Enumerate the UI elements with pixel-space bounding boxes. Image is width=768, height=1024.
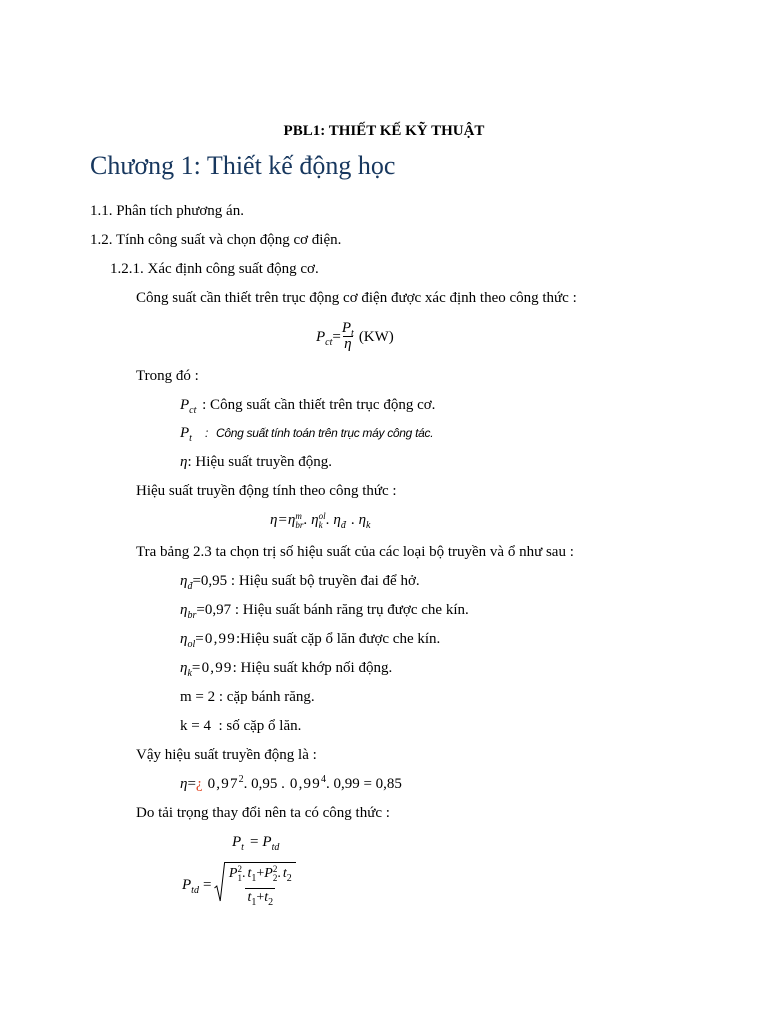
exponent: 4 <box>320 774 326 785</box>
power-symbol: P <box>264 866 273 881</box>
subscript: td <box>191 884 199 896</box>
placeholder-mark: ¿ <box>195 776 203 792</box>
exponent-subscript-stack <box>237 865 242 883</box>
power-intro-text: Công suất cần thiết trên trục động cơ điện được xác định theo công thức : <box>136 290 577 306</box>
eta-symbol: η <box>344 336 352 352</box>
header-text: PBL1: THIẾT KẾ KỸ THUẬT <box>283 123 485 139</box>
efficiency-description: : Hiệu suất bộ truyền đai để hở. <box>227 573 420 589</box>
subscript: ct <box>189 405 197 416</box>
section-1-2-1 <box>110 259 319 279</box>
power-symbol: P <box>180 425 190 441</box>
definition-pct <box>180 395 435 415</box>
subscript: ol <box>187 639 196 650</box>
radicand <box>225 862 296 907</box>
subscript: 1 <box>237 873 242 883</box>
subscript: ct <box>325 336 333 348</box>
section-1-1-text: 1.1. Phân tích phương án. <box>90 203 244 219</box>
efficiency-value: =0,99 <box>191 660 233 676</box>
dot-operator: . <box>325 512 330 528</box>
eta-symbol: η <box>180 631 188 647</box>
dot-operator: . <box>277 866 281 881</box>
time-symbol: t <box>247 890 252 905</box>
subscript: 2 <box>272 873 278 883</box>
fraction <box>341 321 355 352</box>
efficiency-value: =0,95 <box>192 573 228 589</box>
denominator <box>245 888 275 907</box>
efficiency-description: : Hiệu suất bánh răng trụ được che kín. <box>231 602 469 618</box>
exponent: ol <box>318 511 326 521</box>
bearing-pairs-text: k = 4 : số cặp ổ lăn. <box>180 718 302 734</box>
chapter-title <box>90 150 395 182</box>
subscript: br <box>187 610 197 621</box>
subscript: t <box>189 433 192 444</box>
power-symbol: P <box>182 876 192 893</box>
radical-sign-icon <box>214 862 225 902</box>
dot-operator: . <box>350 512 355 528</box>
subscript: 1 <box>251 897 257 908</box>
efficiency-intro <box>136 481 397 501</box>
formula-middle: . 0,95 . <box>243 776 285 792</box>
equals-sign: = <box>187 776 196 792</box>
definition-text: : Hiệu suất truyền động. <box>187 454 333 470</box>
efficiency-value-belt <box>180 571 420 591</box>
definition-eta <box>180 452 332 472</box>
subscript: td <box>271 842 280 853</box>
where-label-text: Trong đó : <box>136 368 199 384</box>
where-label <box>136 366 199 386</box>
numerator <box>341 320 355 339</box>
square-root <box>214 862 295 907</box>
subscript: đ <box>340 520 346 531</box>
power-symbol: P <box>232 834 242 850</box>
fraction <box>227 865 294 907</box>
dot-operator: . <box>241 866 246 881</box>
subscript: t <box>351 328 354 339</box>
result-intro <box>136 745 317 765</box>
exponent: 2 <box>238 774 244 785</box>
subscript: 1 <box>251 873 257 884</box>
exponent-subscript-stack <box>273 865 278 883</box>
gear-pairs-line <box>180 687 315 707</box>
definition-colon: : <box>204 426 208 440</box>
exponent-subscript-stack <box>319 512 326 530</box>
gear-pairs-text: m = 2 : cặp bánh răng. <box>180 689 315 705</box>
efficiency-value: =0,97 <box>196 602 232 618</box>
formula-result: . 0,99 = 0,85 <box>325 776 402 792</box>
equals-sign: = <box>332 328 341 345</box>
eta-symbol: η <box>180 454 188 470</box>
definition-text: : Công suất cần thiết trên trục động cơ. <box>198 397 436 413</box>
subscript: 2 <box>286 873 292 884</box>
bearing-efficiency-value: 0,99 <box>289 776 321 792</box>
power-intro <box>136 288 577 308</box>
eta-symbol: η <box>270 512 278 528</box>
eta-symbol: η <box>358 512 367 528</box>
numerator <box>227 865 294 888</box>
table-intro <box>136 542 574 562</box>
subscript: k <box>187 668 192 679</box>
equals-sign: = <box>202 876 212 893</box>
pt-formula <box>232 832 279 852</box>
ptd-formula <box>182 862 296 907</box>
power-formula <box>316 321 394 352</box>
definition-text: Công suất tính toán trên trục máy công tác. <box>216 426 434 440</box>
power-symbol: P <box>341 320 352 336</box>
subscript: 2 <box>268 897 274 908</box>
power-symbol: P <box>316 328 326 345</box>
plus-sign: + <box>256 866 265 881</box>
document-header <box>0 121 768 141</box>
section-1-2-1-text: 1.2.1. Xác định công suất động cơ. <box>110 261 319 277</box>
ptd-lhs <box>182 875 199 895</box>
exponent: 2 <box>237 864 242 874</box>
subscript: đ <box>187 581 193 592</box>
dot-operator: . <box>303 512 308 528</box>
exponent: 2 <box>272 864 278 874</box>
eta-symbol: η <box>180 573 188 589</box>
power-symbol: P <box>262 834 272 850</box>
efficiency-description: :Hiệu suất cặp ổ lăn được che kín. <box>235 631 441 647</box>
equals-sign: = <box>278 512 287 528</box>
efficiency-formula <box>270 510 370 535</box>
eta-symbol: η <box>180 602 188 618</box>
exponent-subscript-stack <box>295 512 303 530</box>
unit-label: (KW) <box>358 328 394 345</box>
efficiency-intro-text: Hiệu suất truyền động tính theo công thức : <box>136 483 397 499</box>
bearing-pairs-line <box>180 716 301 736</box>
subscript: k <box>318 520 323 530</box>
eta-symbol: η <box>180 776 188 792</box>
gear-efficiency-value: 0,97 <box>207 776 239 792</box>
load-intro <box>136 803 390 823</box>
power-symbol: P <box>228 866 238 881</box>
time-symbol: t <box>247 866 252 881</box>
exponent: m <box>295 511 302 521</box>
subscript: k <box>366 520 371 531</box>
time-symbol: t <box>264 890 269 905</box>
plus-sign: + <box>256 890 265 905</box>
subscript: t <box>241 842 244 853</box>
table-intro-text: Tra bảng 2.3 ta chọn trị số hiệu suất của các loại bộ truyền và ổ như sau : <box>136 544 574 560</box>
time-symbol: t <box>282 866 287 881</box>
subscript: br <box>295 520 304 530</box>
eta-symbol: η <box>333 512 341 528</box>
result-intro-text: Vậy hiệu suất truyền động là : <box>136 747 317 763</box>
power-formula-lhs <box>316 327 332 347</box>
eta-symbol: η <box>311 512 319 528</box>
definition-pt <box>180 423 433 443</box>
load-intro-text: Do tải trọng thay đổi nên ta có công thức : <box>136 805 390 821</box>
result-formula <box>180 774 402 794</box>
efficiency-value-bearing <box>180 629 440 649</box>
eta-symbol: η <box>287 512 296 528</box>
section-1-2 <box>90 230 341 250</box>
efficiency-description: : Hiệu suất khớp nối động. <box>232 660 393 676</box>
chapter-title-text: Chương 1: Thiết kế động học <box>90 151 396 180</box>
efficiency-value-gear <box>180 600 469 620</box>
power-symbol: P <box>180 397 190 413</box>
efficiency-value-coupling <box>180 658 392 678</box>
equals-sign: = <box>249 834 259 850</box>
section-1-1 <box>90 201 244 221</box>
efficiency-value: =0,99 <box>195 631 236 647</box>
section-1-2-text: 1.2. Tính công suất và chọn động cơ điện. <box>90 232 342 248</box>
eta-symbol: η <box>180 660 188 676</box>
